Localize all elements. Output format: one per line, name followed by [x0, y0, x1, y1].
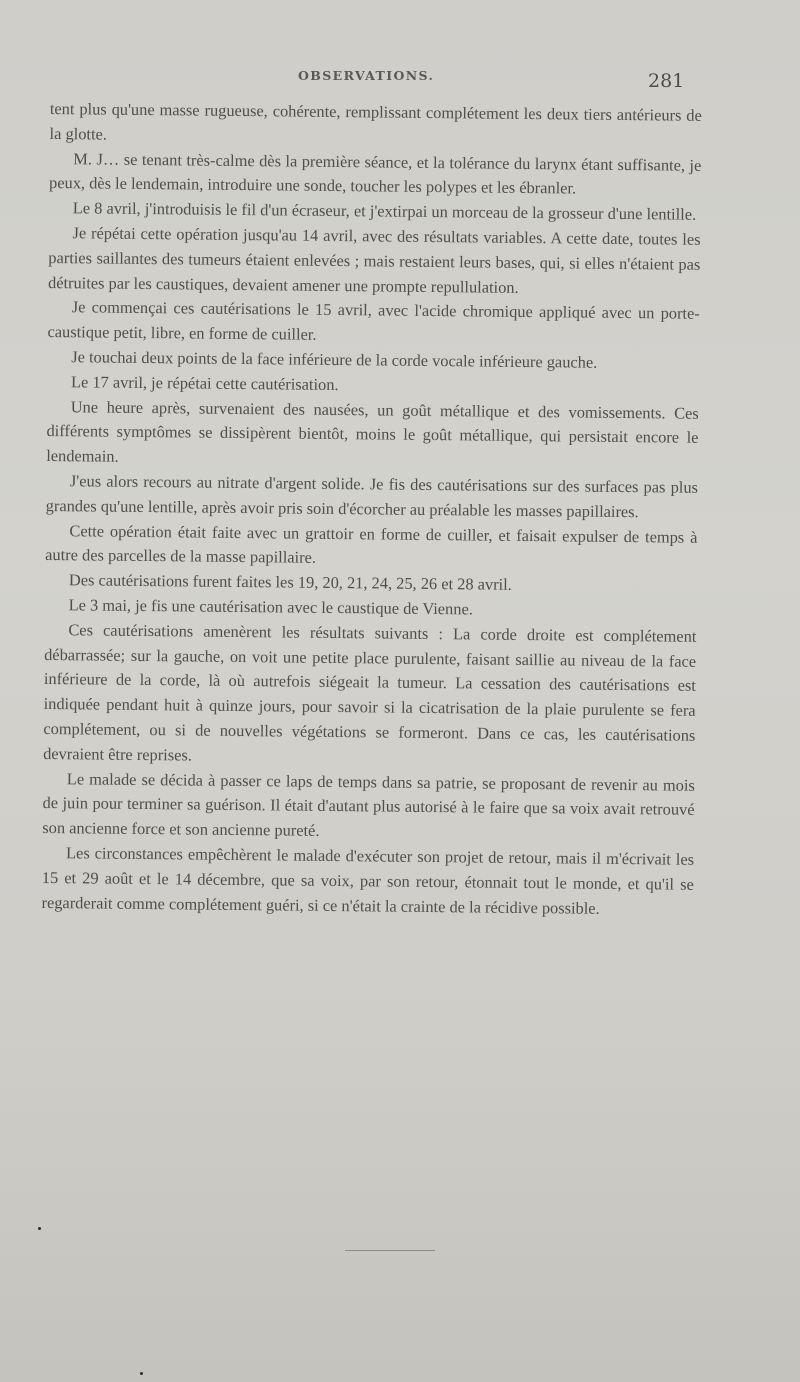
paragraph: Je répétai cette opération jusqu'au 14 avril, avec des résultats variables. A cette date, toutes les parties saillantes des tumeurs étaient enlevées ; mais restaient leurs bases, qui, si elles n'étaient pas détruites par les caustiques, devaient amener une prompte repullulation. [47, 223, 701, 297]
paragraph: Je touchai deux points de la face inférieure de la corde vocale inférieure gauche. [71, 347, 598, 372]
page-number: 281 [648, 70, 685, 92]
page-body [41, 97, 702, 922]
paragraph: Les circonstances empêchèrent le malade d'exécuter son projet de retour, mais il m'écrivait les 15 et 29 août et le 14 décembre, que sa voix, par son retour, étonnait tout le monde, et qu'il se regarderait comme complétement guéri, si ce n'était la crainte de la récidive possible. [41, 843, 695, 918]
paragraph: J'eus alors recours au nitrate d'argent solide. Je fis des cautérisations sur des surfaces pas plus grandes qu'une lentille, après avoir pris soin d'écorcher au préalable les masses papillaires. [45, 471, 699, 521]
paragraph: Une heure après, survenaient des nausées, un goût métallique et des vomissements. Ces différents symptômes se dissipèrent bientôt, moins le goût métallique, qui persistait encore le lendemain. [46, 396, 699, 466]
ink-speck [38, 1227, 41, 1230]
paragraph: Je commençai ces cautérisations le 15 avril, avec l'acide chromique appliqué avec un porte-caustique petit, libre, en forme de cuiller. [47, 297, 700, 344]
end-rule [345, 1250, 435, 1251]
paragraph: Le 8 avril, j'introduisis le fil d'un écraseur, et j'extirpai un morceau de la grosseur d'une lentille. [72, 198, 697, 224]
paragraph: Ces cautérisations amenèrent les résultats suivants : La corde droite est complétement débarrassée; sur la gauche, on voit une petite place purulente, faisant saillie au niveau de la face inférieure de la corde, là où autrefois siégeait la tumeur. La cessation des cautérisations est indiquée pendant huit à quinze jours, pour savoir si la cicatrisation de la plaie purulente se fera complétement, ou si de nouvelles végétations se formeront. Dans ce cas, les cautérisations devraient être reprises. [43, 619, 697, 765]
paragraph: M. J… se tenant très-calme dès la première séance, et la tolérance du larynx étant suffisante, je peux, dès le lendemain, introduire une sonde, toucher les polypes et les ébranler. [49, 148, 702, 198]
paragraph: Le malade se décida à passer ce laps de temps dans sa patrie, se proposant de revenir au mois de juin pour terminer sa guérison. Il était d'autant plus autorisé à le faire que sa voix avait retrouvé son ancienne force et son ancienne pureté. [42, 768, 695, 840]
running-head: OBSERVATIONS. [298, 68, 435, 83]
ink-speck [140, 1372, 143, 1375]
paragraph: Le 17 avril, je répétai cette cautérisation. [70, 372, 339, 394]
page-header [0, 62, 800, 92]
paragraph: Des cautérisations furent faites les 19, 20, 21, 24, 25, 26 et 28 avril. [68, 570, 512, 595]
paragraph: Le 3 mai, je fis une cautérisation avec le caustique de Vienne. [68, 595, 473, 619]
paragraph: tent plus qu'une masse rugueuse, cohérente, remplissant complétement les deux tiers antérieurs de la glotte. [49, 98, 702, 144]
paragraph: Cette opération était faite avec un grattoir en forme de cuiller, et faisait expulser de temps à autre des parcelles de la masse papillaire. [45, 520, 698, 568]
